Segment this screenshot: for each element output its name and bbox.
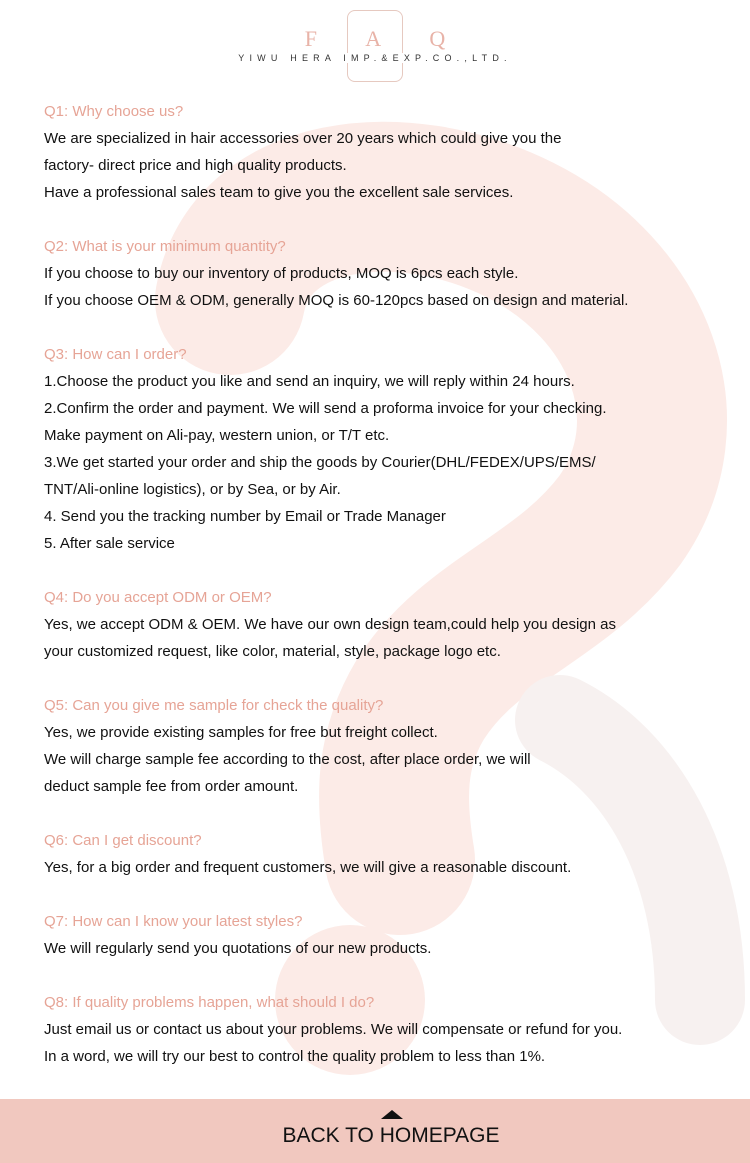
question-q8: Q8: If quality problems happen, what should I do? bbox=[44, 994, 375, 1011]
question-q6: Q6: Can I get discount? bbox=[44, 832, 202, 849]
answer-line: We will regularly send you quotations of our new products. bbox=[44, 940, 432, 957]
faq-item-q3 bbox=[44, 341, 714, 557]
answer-line: TNT/Ali-online logistics), or by Sea, or by Air. bbox=[44, 481, 341, 498]
faq-header bbox=[0, 0, 750, 90]
faq-item-q7 bbox=[44, 908, 714, 962]
question-q5: Q5: Can you give me sample for check the quality? bbox=[44, 697, 384, 714]
arrow-up-icon[interactable] bbox=[381, 1110, 403, 1119]
answer-line: Make payment on Ali-pay, western union, or T/T etc. bbox=[44, 427, 390, 444]
answer-line: Yes, we provide existing samples for free but freight collect. bbox=[44, 724, 438, 741]
answer-line: Yes, for a big order and frequent customers, we will give a reasonable discount. bbox=[44, 859, 572, 876]
answer-line: Just email us or contact us about your problems. We will compensate or refund for you. bbox=[44, 1021, 623, 1038]
back-to-homepage-button[interactable]: BACK TO HOMEPAGE bbox=[282, 1124, 500, 1147]
answer-line: deduct sample fee from order amount. bbox=[44, 778, 299, 795]
answer-line: If you choose to buy our inventory of products, MOQ is 6pcs each style. bbox=[44, 265, 519, 282]
answer-line: 4. Send you the tracking number by Email or Trade Manager bbox=[44, 508, 446, 525]
answer-line: Have a professional sales team to give you the excellent sale services. bbox=[44, 184, 514, 201]
answer-line: We are specialized in hair accessories over 20 years which could give you the bbox=[44, 130, 562, 147]
question-q4: Q4: Do you accept ODM or OEM? bbox=[44, 589, 272, 606]
question-q2: Q2: What is your minimum quantity? bbox=[44, 238, 286, 255]
faq-item-q8 bbox=[44, 989, 714, 1070]
faq-item-q2 bbox=[44, 233, 714, 314]
question-q7: Q7: How can I know your latest styles? bbox=[44, 913, 303, 930]
answer-line: We will charge sample fee according to the cost, after place order, we will bbox=[44, 751, 531, 768]
answer-line: your customized request, like color, material, style, package logo etc. bbox=[44, 643, 501, 660]
answer-line: 2.Confirm the order and payment. We will send a proforma invoice for your checking. bbox=[44, 400, 607, 417]
answer-line: 5. After sale service bbox=[44, 535, 175, 552]
faq-item-q4 bbox=[44, 584, 714, 665]
faq-item-q1 bbox=[44, 98, 714, 206]
answer-line: factory- direct price and high quality products. bbox=[44, 157, 347, 174]
company-name bbox=[0, 53, 750, 63]
question-q3: Q3: How can I order? bbox=[44, 346, 187, 363]
answer-line: If you choose OEM & ODM, generally MOQ is 60-120pcs based on design and material. bbox=[44, 292, 629, 309]
faq-list bbox=[44, 98, 714, 1097]
answer-line: 1.Choose the product you like and send an inquiry, we will reply within 24 hours. bbox=[44, 373, 575, 390]
faq-title: F A Q bbox=[304, 26, 468, 51]
answer-line: 3.We get started your order and ship the goods by Courier(DHL/FEDEX/UPS/EMS/ bbox=[44, 454, 596, 471]
footer-bar bbox=[0, 1099, 750, 1163]
company-name-text: YIWU HERA IMP.&EXP.CO.,LTD. bbox=[234, 53, 515, 63]
answer-line: Yes, we accept ODM & OEM. We have our own design team,could help you design as bbox=[44, 616, 616, 633]
faq-item-q5 bbox=[44, 692, 714, 800]
answer-line: In a word, we will try our best to control the quality problem to less than 1%. bbox=[44, 1048, 546, 1065]
question-q1: Q1: Why choose us? bbox=[44, 103, 184, 120]
faq-item-q6 bbox=[44, 827, 714, 881]
